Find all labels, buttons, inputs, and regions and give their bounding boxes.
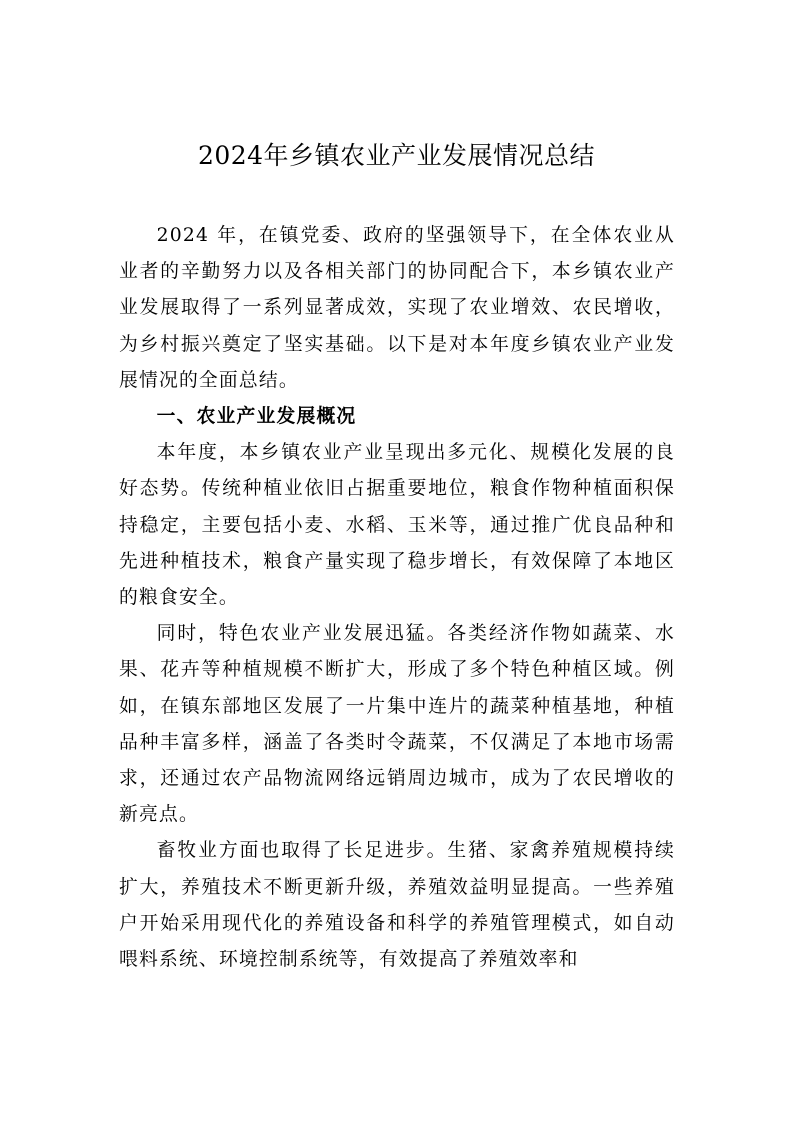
document-title: 2024年乡镇农业产业发展情况总结	[197, 141, 596, 170]
paragraph-animal-husbandry: 畜牧业方面也取得了长足进步。生猪、家禽养殖规模持续扩大，养殖技术不断更新升级，养殖效益明显提高。一些养殖户开始采用现代化的养殖设备和科学的养殖管理模式，如自动喂料系统、环境控制系统等，有效提高了养殖效率和	[119, 840, 675, 971]
intro-paragraph: 2024 年，在镇党委、政府的坚强领导下，在全体农业从业者的辛勤努力以及各相关部门的协同配合下，本乡镇农业产业发展取得了一系列显著成效，实现了农业增效、农民增收，为乡村振兴奠定了坚实基础。以下是对本年度乡镇农业产业发展情况的全面总结。	[119, 225, 675, 391]
paragraph-specialty-agriculture: 同时，特色农业产业发展迅猛。各类经济作物如蔬菜、水果、花卉等种植规模不断扩大，形成了多个特色种植区域。例如，在镇东部地区发展了一片集中连片的蔬菜种植基地，种植品种丰富多样，涵盖了各类时令蔬菜，不仅满足了本地市场需求，还通过农产品物流网络远销周边城市，成为了农民增收的新亮点。	[119, 623, 675, 826]
paragraph-overview: 本年度，本乡镇农业产业呈现出多元化、规模化发展的良好态势。传统种植业依旧占据重要地位，粮食作物种植面积保持稳定，主要包括小麦、水稻、玉米等，通过推广优良品种和先进种植技术，粮食产量实现了稳步增长，有效保障了本地区的粮食安全。	[119, 442, 675, 609]
document-body	[119, 218, 675, 978]
section-heading: 一、农业产业发展概况	[156, 406, 357, 428]
